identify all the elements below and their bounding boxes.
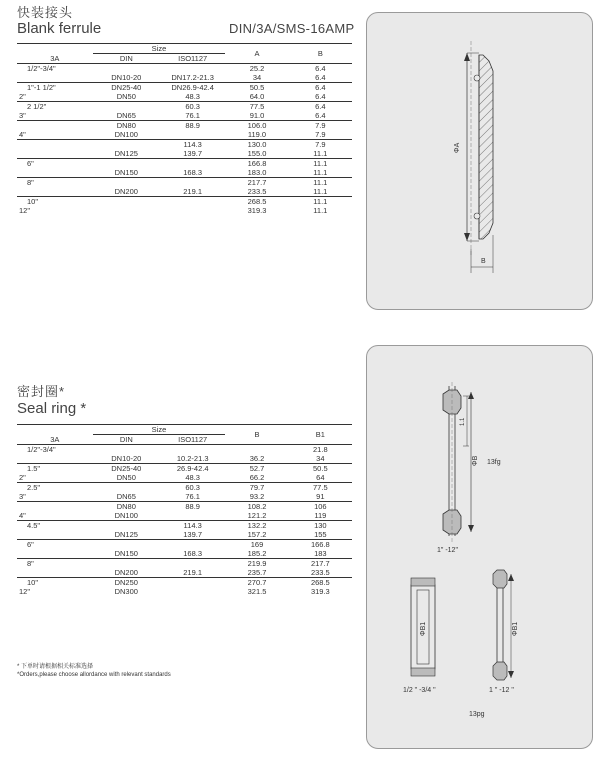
table-row [17, 568, 352, 578]
table-cell [160, 445, 225, 455]
table-cell [160, 178, 225, 188]
table-cell: 76.1 [185, 111, 200, 120]
table-row [17, 168, 352, 178]
table-cell: 48.3 [185, 92, 200, 101]
table-cell [93, 197, 160, 207]
seal-ring-title-en: Seal ring * [17, 400, 87, 417]
table-cell: 268.5 [289, 578, 352, 588]
table-cell: DN150 [114, 168, 138, 177]
table-cell: 91 [316, 492, 325, 501]
table-cell: DN125 [114, 149, 138, 158]
table-row [17, 149, 352, 159]
table-cell: 7.9 [289, 140, 352, 150]
right-ring-bead-top [493, 570, 507, 588]
table-cell: 157.2 [247, 530, 267, 539]
caption-right: 1 " -12 " [489, 687, 514, 694]
table-cell [160, 64, 225, 74]
table-cell: 7.9 [315, 130, 326, 139]
table-cell: 121.2 [247, 511, 267, 520]
seal-ring-drawing-panel [366, 345, 593, 749]
seal-ring-table [17, 425, 352, 596]
table-cell: 3" [19, 492, 26, 501]
table-row [17, 206, 352, 215]
label-phi-b: ΦB [472, 455, 479, 466]
table-row [17, 140, 352, 150]
table-row [17, 530, 352, 540]
table-cell: 8" [17, 178, 93, 188]
table-cell [17, 149, 93, 159]
right-ring-bead-bottom [493, 662, 507, 680]
table-row [17, 521, 352, 531]
label-phi-b1-right: ΦB1 [512, 621, 519, 636]
table-cell: DN125 [114, 530, 138, 539]
table-cell: 108.2 [225, 502, 288, 512]
table-cell: 77.5 [225, 102, 288, 112]
table-cell [93, 559, 160, 569]
table-row [17, 121, 352, 131]
caption-13pg: 13pg [469, 711, 485, 718]
table-cell: DN100 [114, 130, 138, 139]
table-cell [93, 445, 160, 455]
table-row [17, 511, 352, 521]
table-cell: 168.3 [183, 168, 203, 177]
table-cell: 321.5 [247, 587, 267, 596]
table-cell: 11.1 [313, 168, 328, 177]
table-cell [93, 159, 160, 169]
table-cell: DN26.9-42.4 [160, 83, 225, 93]
table-cell: DN50 [116, 473, 136, 482]
table-cell: 2" [19, 473, 26, 482]
header-size: Size [93, 44, 226, 54]
table-row [17, 92, 352, 102]
table-cell: 10.2-21.3 [176, 454, 209, 463]
table-cell: 119 [314, 511, 327, 520]
table-cell: 130.0 [225, 140, 288, 150]
table-cell [160, 197, 225, 207]
gasket-groove-top [474, 75, 480, 81]
table-cell: 233.5 [247, 187, 267, 196]
header-b: B [254, 430, 260, 439]
table-row [17, 454, 352, 464]
table-cell: 114.3 [160, 521, 225, 531]
table-cell: 6.4 [289, 102, 352, 112]
table-cell: 270.7 [225, 578, 288, 588]
table-cell: 34 [252, 73, 262, 82]
label-13fg: 13fg [487, 459, 501, 466]
seal-ring-drawing [367, 346, 592, 748]
table-cell: DN10-20 [111, 73, 142, 82]
table-row [17, 197, 352, 207]
header-3a: 3A [50, 53, 60, 63]
table-cell: 132.2 [225, 521, 288, 531]
table-cell [17, 73, 93, 83]
table-cell: 183 [314, 549, 327, 558]
blank-ferrule-title-cn: 快装接头 [17, 5, 74, 20]
table-cell: 4" [19, 511, 26, 520]
header-b: B [317, 49, 323, 58]
table-cell: 155 [314, 530, 327, 539]
table-cell: 11.1 [313, 206, 328, 215]
table-row [17, 587, 352, 596]
blank-ferrule-drawing [367, 13, 592, 309]
table-row [17, 102, 352, 112]
table-cell: 6.4 [315, 92, 326, 101]
table-cell: DN200 [114, 187, 138, 196]
table-cell: 185.2 [247, 549, 267, 558]
table-cell: 217.7 [225, 178, 288, 188]
table-cell: 88.9 [160, 121, 225, 131]
caption-top: 1" -12" [437, 547, 458, 554]
table-cell [17, 168, 93, 178]
table-cell [225, 445, 288, 455]
table-cell: DN200 [114, 568, 138, 577]
header-spacer [17, 425, 93, 435]
table-cell [160, 559, 225, 569]
table-cell: 3" [19, 111, 26, 120]
table-cell [93, 140, 160, 150]
table-cell: 119.0 [247, 130, 267, 139]
blank-ferrule-title-en: Blank ferrule [17, 20, 102, 37]
table-cell: 130 [289, 521, 352, 531]
header-din: DIN [119, 54, 133, 63]
table-cell: 50.5 [289, 464, 352, 474]
table-cell: 155.0 [247, 149, 267, 158]
table-cell: 26.9-42.4 [160, 464, 225, 474]
table-cell: 2.5" [17, 483, 93, 493]
table-cell: 1/2"-3/4" [17, 64, 93, 74]
table-row [17, 111, 352, 121]
header-size: Size [93, 425, 226, 435]
header-spacer [17, 44, 93, 54]
table-row [17, 130, 352, 140]
table-cell: 10" [17, 197, 93, 207]
table-cell: 106.0 [225, 121, 288, 131]
standard-label: DIN/3A/SMS-16AMP [229, 21, 355, 36]
table-cell: DN80 [93, 121, 160, 131]
table-cell: 60.3 [160, 483, 225, 493]
table-cell: 12" [19, 206, 31, 215]
table-cell [93, 102, 160, 112]
table-cell: 93.2 [249, 492, 265, 501]
table-cell: 11.1 [313, 149, 328, 158]
table-cell: 268.5 [225, 197, 288, 207]
table-row [17, 549, 352, 559]
table-cell: 64.0 [249, 92, 265, 101]
table-cell [160, 206, 225, 215]
table-cell: 2 1/2" [17, 102, 93, 112]
order-note-en: *Orders,please choose allordance with relevant standards [17, 672, 171, 678]
seal-ring-title-cn: 密封圈* [17, 384, 66, 399]
label-1-1: 1.1 [460, 417, 466, 426]
table-cell: DN100 [114, 511, 138, 520]
table-cell: 319.3 [247, 206, 267, 215]
table-cell: 10" [17, 578, 93, 588]
table-cell: 6" [17, 159, 93, 169]
table-cell: 6.4 [315, 111, 326, 120]
table-cell: 34 [316, 454, 325, 463]
table-cell: 139.7 [183, 530, 203, 539]
table-cell: DN17.2-21.3 [171, 73, 214, 82]
table-cell [160, 130, 225, 140]
table-row [17, 83, 352, 93]
table-cell: 48.3 [185, 473, 200, 482]
table-cell: 106 [289, 502, 352, 512]
table-cell: 11.1 [289, 197, 352, 207]
table-cell: DN65 [116, 111, 136, 120]
table-cell [17, 502, 93, 512]
table-cell [93, 521, 160, 531]
blank-ferrule-drawing-panel [366, 12, 593, 310]
table-cell: 166.8 [225, 159, 288, 169]
blank-ferrule-table [17, 44, 352, 215]
table-cell [17, 121, 93, 131]
table-cell [17, 140, 93, 150]
table-row [17, 159, 352, 169]
table-cell: 77.5 [289, 483, 352, 493]
table-cell: 114.3 [160, 140, 225, 150]
table-cell: 169 [225, 540, 288, 550]
header-b1: B1 [315, 430, 325, 439]
label-phi-b1-left: ΦB1 [420, 621, 427, 636]
table-cell: 319.3 [310, 587, 330, 596]
table-cell: 4" [19, 130, 26, 139]
table-cell: 219.9 [225, 559, 288, 569]
table-cell: 183.0 [247, 168, 267, 177]
caption-left: 1/2 " -3/4 " [403, 687, 436, 694]
order-note-cn: * 下单时请根据相关标准选择 [17, 664, 94, 670]
table-cell: 6" [17, 540, 93, 550]
header-iso: ISO1127 [178, 435, 208, 444]
table-row [17, 445, 352, 455]
table-cell: 139.7 [183, 149, 203, 158]
table-cell: DN300 [114, 587, 138, 596]
table-cell [17, 568, 93, 578]
table-cell: 2" [19, 92, 26, 101]
table-cell: DN25-40 [93, 83, 160, 93]
table-cell: 12" [19, 587, 31, 596]
gasket-groove-bottom [474, 213, 480, 219]
table-cell: 91.0 [249, 111, 265, 120]
table-cell: 11.1 [289, 178, 352, 188]
table-cell: DN10-20 [111, 454, 142, 463]
table-cell: 4.5" [17, 521, 93, 531]
table-cell [17, 187, 93, 197]
table-cell: 11.1 [289, 159, 352, 169]
table-cell [93, 206, 160, 215]
table-cell: 6.4 [289, 64, 352, 74]
table-cell [17, 549, 93, 559]
table-cell: 219.1 [183, 568, 203, 577]
table-cell [160, 159, 225, 169]
label-b: B [481, 258, 486, 265]
table-cell: DN25-40 [93, 464, 160, 474]
header-din: DIN [119, 435, 133, 444]
table-row [17, 73, 352, 83]
table-cell [17, 530, 93, 540]
table-cell [93, 540, 160, 550]
table-cell: 11.1 [313, 187, 328, 196]
table-cell [160, 540, 225, 550]
table-cell: 25.2 [225, 64, 288, 74]
table-cell: 66.2 [249, 473, 265, 482]
table-cell: 88.9 [160, 502, 225, 512]
table-row [17, 187, 352, 197]
table-row [17, 178, 352, 188]
table-cell: 60.3 [160, 102, 225, 112]
table-cell: 79.7 [225, 483, 288, 493]
table-cell: 235.7 [247, 568, 267, 577]
table-cell: 217.7 [289, 559, 352, 569]
label-phi-a: ΦA [454, 142, 461, 153]
table-cell [160, 587, 225, 596]
table-cell [160, 511, 225, 521]
table-cell: DN150 [114, 549, 138, 558]
header-a: A [254, 49, 260, 58]
table-cell: 168.3 [183, 549, 203, 558]
ferrule-body [479, 55, 493, 239]
header-iso: ISO1127 [178, 54, 208, 63]
table-row [17, 502, 352, 512]
header-3a: 3A [50, 434, 60, 444]
table-row [17, 64, 352, 74]
table-cell: 6.4 [315, 73, 326, 82]
table-row [17, 464, 352, 474]
table-cell [17, 454, 93, 464]
table-cell: DN65 [116, 492, 136, 501]
table-cell: 52.7 [225, 464, 288, 474]
table-cell [160, 578, 225, 588]
table-cell: 1/2"-3/4" [17, 445, 93, 455]
table-cell: 7.9 [289, 121, 352, 131]
table-cell: DN50 [116, 92, 136, 101]
table-cell [93, 64, 160, 74]
table-cell [93, 483, 160, 493]
table-cell: 50.5 [225, 83, 288, 93]
table-cell: 8" [17, 559, 93, 569]
table-cell: DN250 [93, 578, 160, 588]
table-row [17, 492, 352, 502]
table-cell: 76.1 [185, 492, 200, 501]
table-row [17, 578, 352, 588]
table-row [17, 559, 352, 569]
table-cell: 1"-1 1/2" [17, 83, 93, 93]
table-row [17, 540, 352, 550]
table-cell: DN80 [93, 502, 160, 512]
table-cell: 6.4 [289, 83, 352, 93]
table-row [17, 483, 352, 493]
table-cell: 219.1 [183, 187, 203, 196]
table-cell: 64 [316, 473, 325, 482]
table-cell: 36.2 [249, 454, 265, 463]
table-cell: 21.8 [289, 445, 352, 455]
table-cell: 233.5 [310, 568, 330, 577]
table-cell: 1.5" [17, 464, 93, 474]
table-row [17, 473, 352, 483]
table-cell [93, 178, 160, 188]
table-cell: 166.8 [289, 540, 352, 550]
